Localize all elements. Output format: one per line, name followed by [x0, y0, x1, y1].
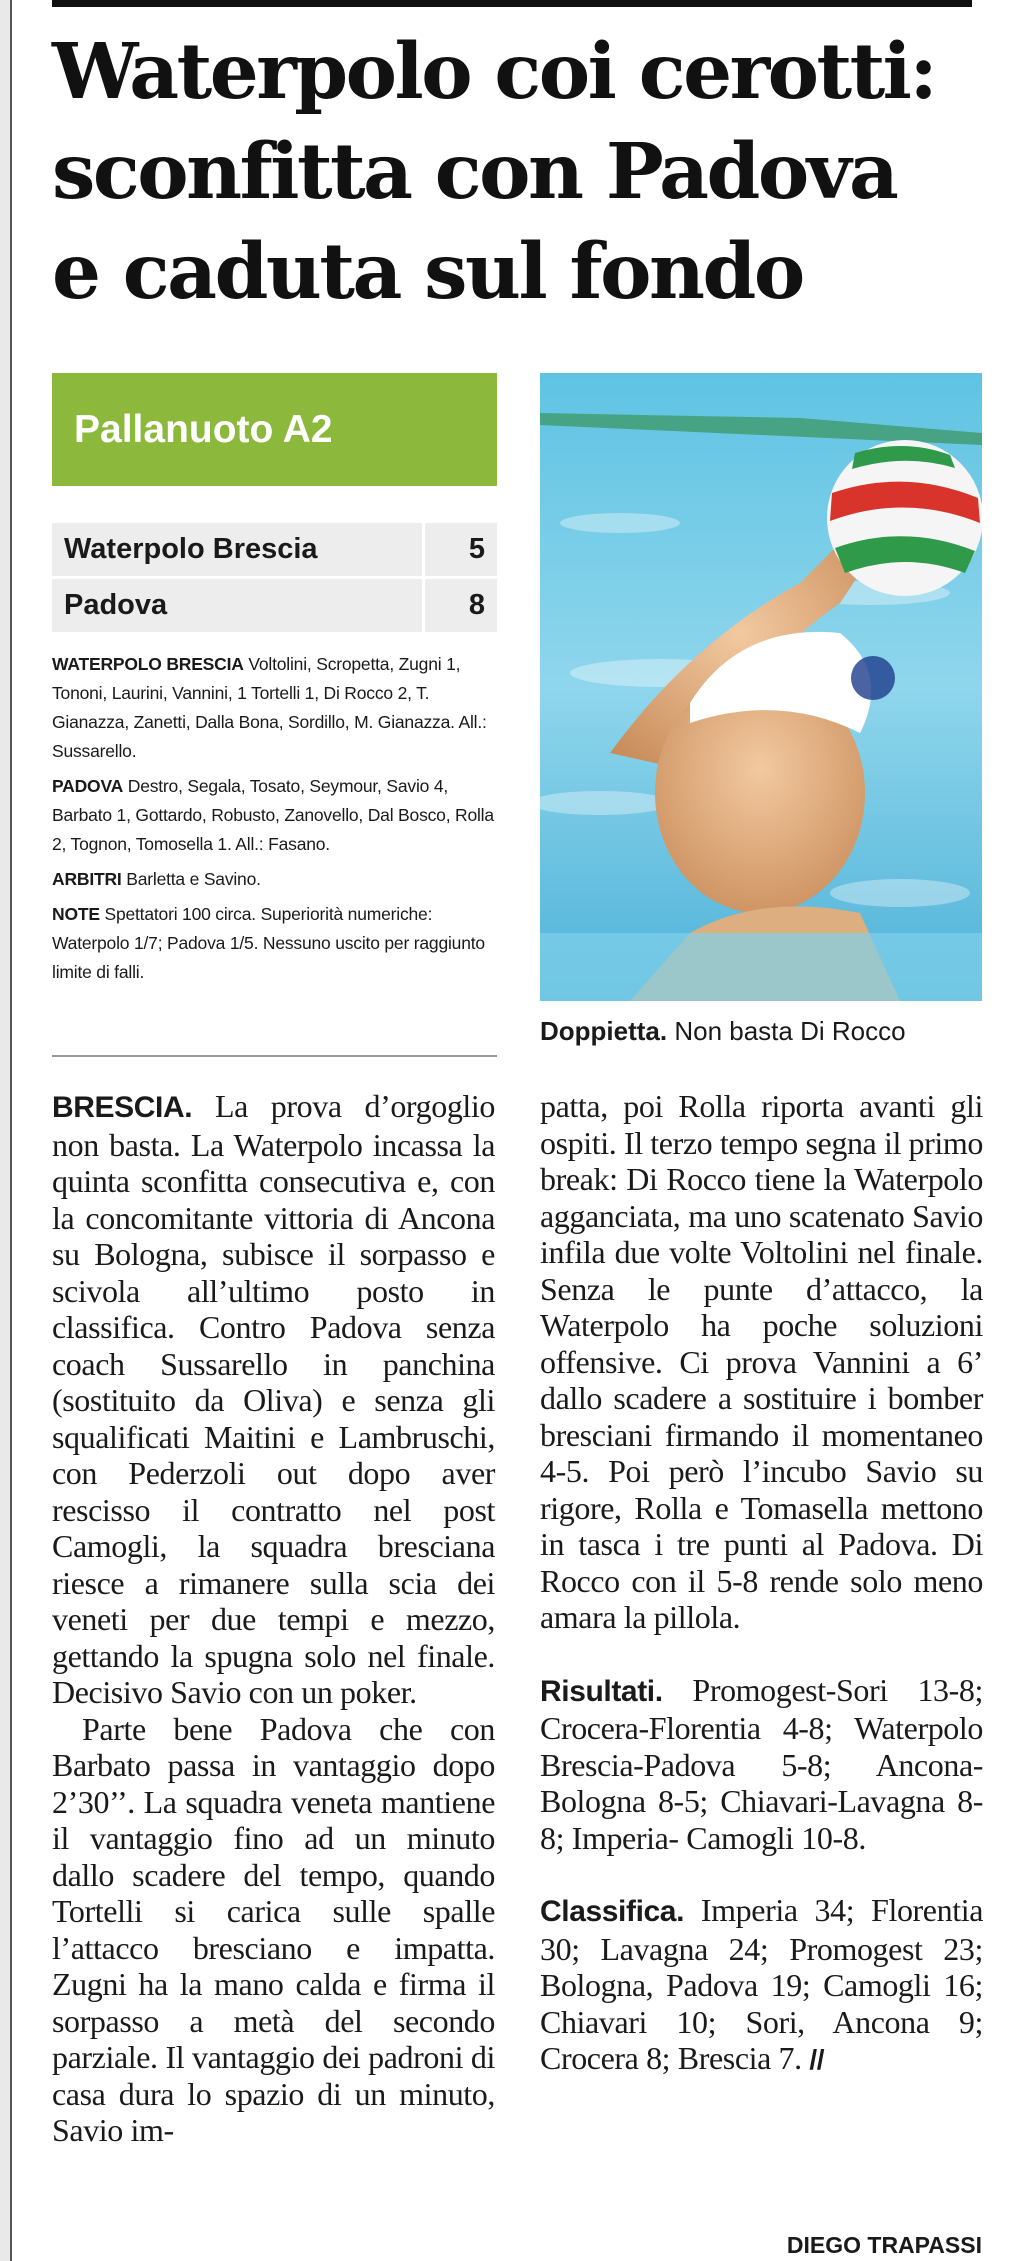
article-paragraph-1 — [52, 1088, 495, 1711]
headline — [52, 22, 992, 322]
article-paragraph-2: Parte bene Padova che con Barbato passa in vantaggio dopo 2’30’’. La squadra veneta mantiene il vantaggio fino ad un minuto dallo scadere del tempo, quando Tortelli si carica sulle spalle l’attacco bresciano e impatta. Zugni ha la mano calda e firma il sorpasso a metà del secondo parziale. Il vantaggio dei padroni di casa dura lo spazio di un minuto, Savio im- — [52, 1710, 495, 2148]
end-mark: // — [809, 2044, 825, 2075]
away-team-name: Padova — [52, 579, 425, 632]
author-byline: DIEGO TRAPASSI — [786, 2232, 982, 2258]
score-table — [52, 523, 497, 635]
referees-text: Barletta e Savino. — [126, 869, 261, 889]
lineup-home-text: Voltolini, Scropetta, Zugni 1, Tononi, Laurini, Vannini, 1 Tortelli 1, Di Rocco 2, T. Gianazza, Zanetti, Dalla Bona, Sordillo, M. Gianazza. All.: Sussarello. — [52, 654, 487, 761]
top-rule — [52, 0, 972, 7]
lineup-away-text: Destro, Segala, Tosato, Seymour, Savio 4, Barbato 1, Gottardo, Robusto, Zanovello, Dal Bosco, Rolla 2, Tognon, Tomosella 1. All.: Fasano. — [52, 776, 494, 854]
standings-label: Classifica. — [540, 1895, 685, 1928]
article-paragraph-2-continued: patta, poi Rolla riporta avanti gli ospiti. Il terzo tempo segna il primo break: Di Rocco tiene la Waterpolo agganciata, ma uno scatenato Savio infila due volte Voltolini nel finale. Senza le punte d’attacco, la Waterpolo ha poche soluzioni offensive. Ci prova Vannini a 6’ dallo scadere a sostituire i bomber bresciani firmando il momentaneo 4-5. Poi però l’incubo Savio su rigore, Rolla e Tomasella mettono in tasca i tre punti al Padova. Di Rocco con il 5-8 rende solo meno amara la pillola. — [540, 1088, 983, 1635]
notes-label: NOTE — [52, 904, 100, 924]
headline-line-1: Waterpolo coi cerotti: — [52, 27, 936, 117]
lineup-away — [52, 772, 500, 859]
photo-illustration — [540, 373, 982, 1001]
lineup-home-label: WATERPOLO BRESCIA — [52, 654, 244, 674]
score-row-away — [52, 579, 497, 632]
box-divider — [52, 1055, 497, 1057]
home-team-name: Waterpolo Brescia — [52, 523, 425, 576]
match-details — [52, 650, 500, 993]
score-row-home — [52, 523, 497, 576]
lineup-home — [52, 650, 500, 766]
water-polo-player-photo — [540, 373, 982, 1001]
article-continuation — [540, 1088, 983, 1636]
headline-line-2: sconfitta con Padova — [52, 127, 897, 217]
standings-text: Imperia 34; Florentia 30; Lavagna 24; Promogest 23; Bologna, Padova 19; Camogli 16; Chiavari 10; Sori, Ancona 9; Crocera 8; Brescia 7. — [540, 1892, 983, 2076]
lineup-away-label: PADOVA — [52, 776, 124, 796]
match-notes — [52, 900, 500, 987]
section-label-band — [52, 373, 497, 486]
caption-text: Non basta Di Rocco — [674, 1016, 906, 1046]
referees-label: ARBITRI — [52, 869, 122, 889]
page-edge-rule — [0, 0, 12, 2261]
results-text: Promogest-Sori 13-8; Crocera-Florentia 4-8; Waterpolo Brescia-Padova 5-8; Ancona-Bologna 8-5; Chiavari-Lavagna 8-8; Imperia- Camogli 10-8. — [540, 1671, 983, 1856]
dateline: BRESCIA. — [52, 1091, 193, 1124]
section-label: Pallanuoto A2 — [74, 407, 333, 451]
article-column-right — [540, 1088, 983, 2079]
paragraph-1-text: La prova d’orgoglio non basta. La Waterpolo incassa la quinta sconfitta consecutiva e, con la concomitante vittoria di Ancona su Bologna, subisce il sorpasso e scivola all’ultimo posto in classifica. Contro Padova senza coach Sussarello in panchina (sostituito da Oliva) e senza gli squalificati Maitini e Lambruschi, con Pederzoli out dopo aver rescisso il contratto nel post Camogli, la squadra bresciana riesce a rimanere sulla scia dei veneti per due tempi e mezzo, gettando la spugna solo nel finale. Decisivo Savio con un poker. — [52, 1088, 495, 1710]
results-label: Risultati. — [540, 1674, 663, 1708]
home-team-goals: 5 — [468, 533, 485, 565]
away-team-goals: 8 — [468, 589, 485, 621]
caption-bold: Doppietta. — [540, 1016, 668, 1046]
standings-block — [540, 1892, 983, 2079]
photo-caption — [540, 1011, 982, 1051]
article-column-left — [52, 1088, 495, 2149]
results-block — [540, 1672, 983, 1857]
notes-text: Spettatori 100 circa. Superiorità numeriche: Waterpolo 1/7; Padova 1/5. Nessuno uscito per raggiunto limite di falli. — [52, 904, 485, 982]
spacer — [540, 1856, 983, 1892]
headline-line-3: e caduta sul fondo — [52, 227, 803, 317]
referees — [52, 865, 500, 894]
spacer — [540, 1636, 983, 1672]
